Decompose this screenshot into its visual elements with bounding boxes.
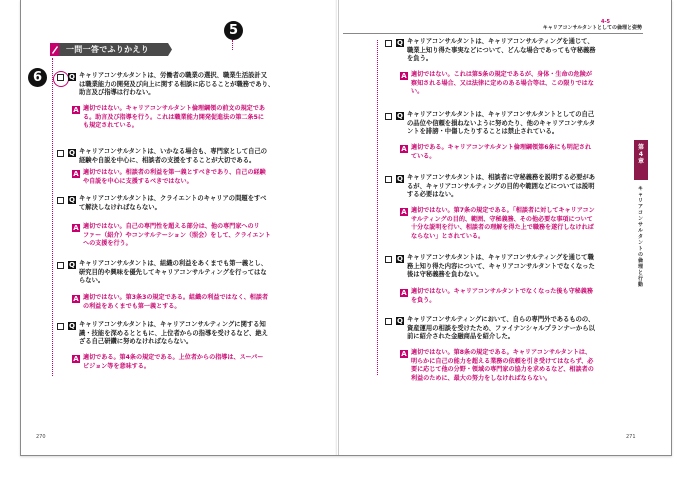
question-icon: Q xyxy=(69,322,75,330)
question-icon: Q xyxy=(397,39,403,47)
answer-icon: A xyxy=(73,355,79,363)
left-page-number: 270 xyxy=(36,434,46,440)
answer-icon: A xyxy=(73,170,79,178)
callout-5-pointer xyxy=(232,40,233,50)
checkbox[interactable] xyxy=(57,150,64,157)
book-gutter xyxy=(338,0,339,455)
answer-icon: A xyxy=(73,295,79,303)
checkbox[interactable] xyxy=(385,40,392,47)
question-text: キャリアコンサルタントは、キャリアコンサルタントとしての自己 の品位や信頼を損ねないように努めたり、他のキャリアコンサルタ ントを誹謗・中傷したりすることは禁止されている。 xyxy=(407,111,596,136)
answer-icon: A xyxy=(401,145,407,153)
question-text: キャリアコンサルタントは、相談者に守秘義務を説明する必要があ るが、キャリアコンサルティングの目的や範囲などについては説明 する必要はない。 xyxy=(407,174,596,199)
question-icon: Q xyxy=(69,196,75,204)
answer-text: 適切ではない。相談者の利益を第一義とすべきであり、自己の経験 や自説を中心に支援するべきではない。 xyxy=(83,169,266,185)
checkbox[interactable] xyxy=(57,323,64,330)
answer-text: 適切ではない。これは第5条の規定であるが、身体・生命の危険が 察知される場合、又は法律に定めのある場合等は、この限りではな い。 xyxy=(411,71,594,96)
question-text: キャリアコンサルタントは、キャリアコンサルティングを通じて、 職業上知り得た事実などについて、どんな場合であっても守秘義務 を負う。 xyxy=(407,38,596,63)
question-text: キャリアコンサルティングにおいて、自らの専門外であるものの、 資産運用の相談を受けたため、ファイナンシャルプランナーから以 前に紹介された金融商品を紹介した。 xyxy=(407,316,595,341)
callout-6: 6 xyxy=(28,68,47,87)
chapter-vertical-title: キャリアコンサルタントの倫理と行動 xyxy=(638,186,644,288)
answer-icon: A xyxy=(401,289,407,297)
question-icon: Q xyxy=(397,175,403,183)
question-text: キャリアコンサルタントは、キャリアコンサルティングに関する知 識・技能を深めるとともに、上位者からの指導を受けるなど、絶え ざる自己研鑽に努めなければならない。 xyxy=(79,321,268,346)
answer-text: 適切ではない。キャリアコンサルタントでなくなった後も守秘義務 を負う。 xyxy=(411,288,593,304)
question-text: キャリアコンサルタントは、組織の利益をあくまでも第一義とし、 研究目的や興味を優先してキャリアコンサルティングを行ってはな らない。 xyxy=(79,260,268,285)
checkbox[interactable] xyxy=(57,197,64,204)
question-icon: Q xyxy=(69,73,75,81)
answer-text: 適切ではない。第3条3の規定である。組織の利益ではなく、相談者 の利益をあくまでも第一義とする。 xyxy=(83,294,269,310)
answer-text: 適切ではない。第8条の規定である。キャリアコンサルタントは、 明らかに自己の能力を超える業務の依頼を引き受けてはならず、必 要に応じて他の分野・領域の専門家の協力を求めるなど、相談者の 利益のために、最大の努力をしなければならない。 xyxy=(411,349,594,382)
section-banner-label: 一問一答でふりかえり xyxy=(66,45,149,54)
checkbox[interactable] xyxy=(385,176,392,183)
question-icon: Q xyxy=(397,317,403,325)
answer-icon: A xyxy=(73,224,79,232)
answer-text: 適切である。キャリアコンサルタント倫理綱領第6条にも明記され ている。 xyxy=(411,144,592,160)
question-text: キャリアコンサルタントは、クライエントのキャリアの問題をすべ て解決しなければならない。 xyxy=(79,195,267,211)
answer-text: 適切ではない。第7条の規定である。「相談者に対してキャリアコン サルティングの目的、範囲、守秘義務、その他必要な事項について 十分な説明を行い、相談者の理解を得た上で職務を遂行しなければ ならない」とされている。 xyxy=(411,207,595,240)
chapter-tab-label: 第4章 xyxy=(637,144,644,165)
left-dotted-guide xyxy=(52,58,53,376)
answer-icon: A xyxy=(401,208,407,216)
checkbox[interactable] xyxy=(57,74,64,81)
running-header: キャリアコンサルタントとしての倫理と姿勢 xyxy=(542,25,642,31)
question-text: キャリアコンサルタントは、いかなる場合も、専門家として自己の 経験や自説を中心に、相談者の支援をすることが大切である。 xyxy=(79,148,268,164)
checkbox[interactable] xyxy=(385,113,392,120)
answer-text: 適切ではない。キャリアコンサルタント倫理綱領の前文の規定であ る。助言及び指導を行う。これは職業能力開発促進法の第二条5に も規定されている。 xyxy=(83,105,265,130)
question-icon: Q xyxy=(397,255,403,263)
answer-text: 適切ではない。自己の専門性を超える部分は、他の専門家へのリ ファー（紹介）やコンサルテーション（照会）をして、クライエント への支援を行う。 xyxy=(83,223,271,248)
checkbox[interactable] xyxy=(385,256,392,263)
answer-text: 適切である。第4条の規定である。上位者からの指導は、スーパー ビジョン等を意味する。 xyxy=(83,354,264,370)
question-icon: Q xyxy=(69,149,75,157)
right-page-number: 271 xyxy=(626,434,636,440)
question-text: キャリアコンサルタントは、キャリアコンサルティングを通じて職 務上知り得た内容について、キャリアコンサルタントでなくなった 後は守秘義務を負わない。 xyxy=(407,254,595,279)
checkbox[interactable] xyxy=(57,262,64,269)
checkbox[interactable] xyxy=(385,318,392,325)
header-rule xyxy=(343,33,643,34)
question-text: キャリアコンサルタントは、労働者の職業の選択、職業生活設計又 は職業能力の開発及び向上に関する相談に応じることが職務であり、 助言及び指導は行わない。 xyxy=(79,72,275,97)
right-dotted-guide xyxy=(377,40,378,375)
answer-icon: A xyxy=(401,350,407,358)
answer-icon: A xyxy=(73,106,79,114)
answer-icon: A xyxy=(401,72,407,80)
callout-5: 5 xyxy=(224,21,243,40)
question-icon: Q xyxy=(397,112,403,120)
section-number: 4-5 xyxy=(601,19,611,25)
question-icon: Q xyxy=(69,261,75,269)
gutter-shadow xyxy=(335,0,337,455)
